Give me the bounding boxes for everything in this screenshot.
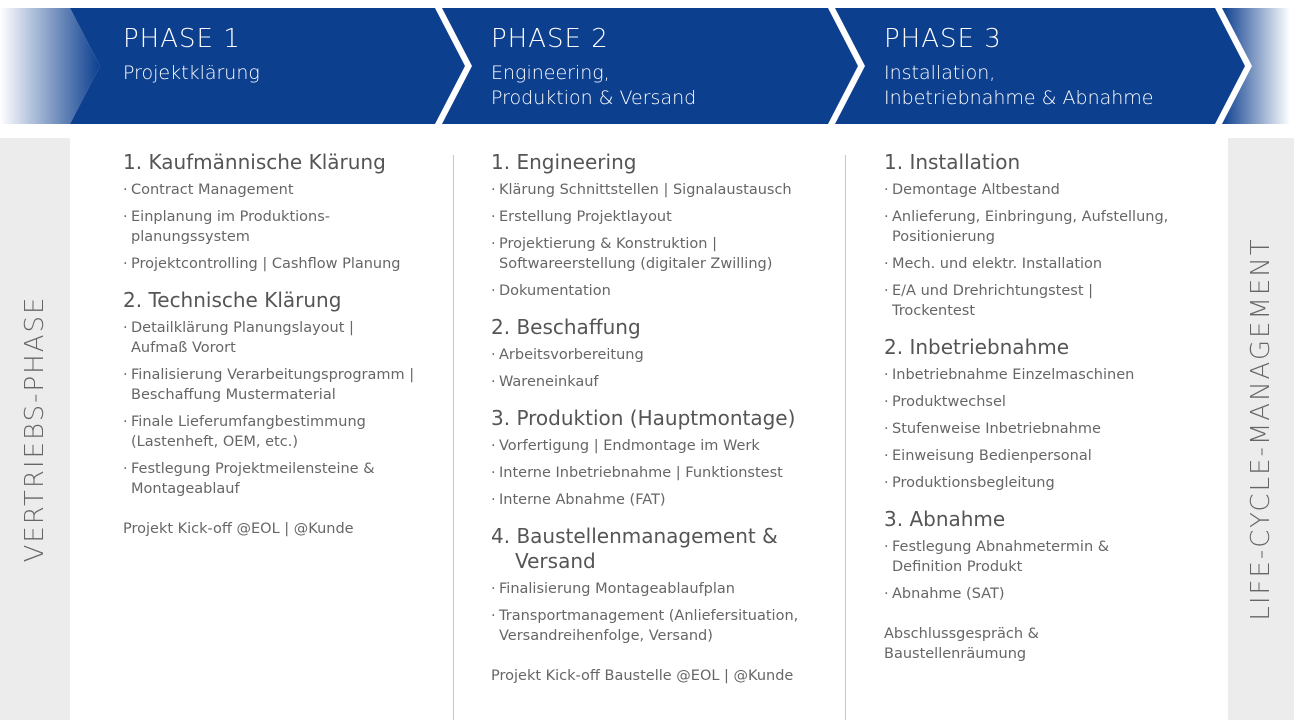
- list-item-line: · Produktwechsel: [892, 394, 1006, 410]
- section-title-line: 4. Baustellenmanagement &: [491, 524, 778, 548]
- list-item: [491, 436, 836, 456]
- list-item: [884, 446, 1214, 466]
- section-title-line: 1. Installation: [884, 150, 1021, 174]
- list-item-line: Versandreihenfolge, Versand): [499, 628, 713, 644]
- list-item-line: · Finalisierung Montageablaufplan: [499, 581, 735, 597]
- section-title: [491, 315, 836, 340]
- list-item-line: · Produktionsbegleitung: [892, 475, 1055, 491]
- list-item: [491, 207, 836, 227]
- list-item: [491, 281, 836, 301]
- section-title-line: 3. Produktion (Hauptmontage): [491, 406, 796, 430]
- section-title-line: 1. Kaufmännische Klärung: [123, 150, 386, 174]
- list-item-line: · Contract Management: [131, 182, 294, 198]
- list-item-line: · Mech. und elektr. Installation: [892, 256, 1103, 272]
- list-item-line: · Dokumentation: [499, 283, 611, 299]
- list-item: [491, 606, 836, 646]
- section-title-line: Versand: [515, 549, 596, 573]
- list-item-line: · Einweisung Bedienpersonal: [892, 448, 1092, 464]
- section-title-line: 2. Technische Klärung: [123, 288, 342, 312]
- list-item-line: Montageablauf: [131, 481, 240, 497]
- right-side-panel: [1228, 138, 1294, 720]
- column-footer: [123, 519, 443, 539]
- list-item-line: · Erstellung Projektlayout: [499, 209, 672, 225]
- column-footer-line: Projekt Kick-off Baustelle @EOL | @Kunde: [491, 668, 794, 684]
- phase-1-column: [123, 150, 443, 539]
- list-item-line: · Abnahme (SAT): [892, 586, 1005, 602]
- list-item: [884, 180, 1214, 200]
- list-item-line: (Lastenheft, OEM, etc.): [131, 434, 298, 450]
- phase-2-subtitle-line: Produktion & Versand: [491, 87, 697, 109]
- list-item-line: · Arbeitsvorbereitung: [499, 347, 644, 363]
- phase-2-title: PHASE 2: [491, 24, 609, 54]
- list-item-line: Beschaffung Mustermaterial: [131, 387, 336, 403]
- list-item-line: · Detailklärung Planungslayout |: [131, 320, 354, 336]
- phase-3-column: [884, 150, 1214, 664]
- list-item: [123, 318, 443, 358]
- list-item: [884, 419, 1214, 439]
- list-item: [491, 345, 836, 365]
- list-item: [884, 254, 1214, 274]
- section-title: [491, 406, 836, 431]
- phase-3-subtitle-line: Installation,: [884, 62, 996, 84]
- list-item: [491, 579, 836, 599]
- column-footer-line: Projekt Kick-off @EOL | @Kunde: [123, 521, 354, 537]
- list-item-line: Positionierung: [892, 229, 995, 245]
- list-item: [491, 463, 836, 483]
- list-item: [884, 584, 1214, 604]
- list-item-line: · Finale Lieferumfangbestimmung: [131, 414, 366, 430]
- list-item: [884, 365, 1214, 385]
- phase-1-subtitle-line: Projektklärung: [123, 62, 260, 84]
- phase-3-header: [884, 22, 1154, 111]
- section-title-line: 2. Inbetriebnahme: [884, 335, 1070, 359]
- list-item: [884, 473, 1214, 493]
- list-item-line: Softwareerstellung (digitaler Zwilling): [499, 256, 773, 272]
- phase-2-subtitle: [491, 61, 696, 111]
- column-footer-line: Baustellenräumung: [884, 646, 1027, 662]
- list-item: [491, 180, 836, 200]
- section-title: [123, 150, 443, 175]
- list-item: [123, 459, 443, 499]
- column-divider: [453, 155, 454, 720]
- phase-2-column: [491, 150, 836, 686]
- list-item-line: · Interne Inbetriebnahme | Funktionstest: [499, 465, 783, 481]
- section-title-line: 3. Abnahme: [884, 507, 1006, 531]
- list-item: [123, 254, 443, 274]
- list-item: [884, 537, 1214, 577]
- list-item-line: · Festlegung Projektmeilensteine &: [131, 461, 375, 477]
- column-footer: [491, 666, 836, 686]
- phase-1-header: [123, 22, 260, 86]
- column-footer-line: Abschlussgespräch &: [884, 626, 1039, 642]
- list-item-line: · Demontage Altbestand: [892, 182, 1060, 198]
- list-item: [884, 281, 1214, 321]
- list-item-line: · Wareneinkauf: [499, 374, 599, 390]
- list-item-line: planungssystem: [131, 229, 250, 245]
- phase-1-title: PHASE 1: [123, 24, 241, 54]
- list-item: [884, 207, 1214, 247]
- list-item-line: · Stufenweise Inbetriebnahme: [892, 421, 1101, 437]
- right-side-label: LIFE-CYCLE-MANAGEMENT: [1246, 237, 1276, 621]
- phase-3-subtitle-line: Inbetriebnahme & Abnahme: [884, 87, 1154, 109]
- list-item-line: · Vorfertigung | Endmontage im Werk: [499, 438, 760, 454]
- list-item: [123, 365, 443, 405]
- section-title-line: 1. Engineering: [491, 150, 637, 174]
- phase-3-title: PHASE 3: [884, 24, 1002, 54]
- list-item-line: · Interne Abnahme (FAT): [499, 492, 666, 508]
- list-item-line: Trockentest: [892, 303, 976, 319]
- section-title: [884, 150, 1214, 175]
- list-item-line: · Inbetriebnahme Einzelmaschinen: [892, 367, 1135, 383]
- list-item-line: · Finalisierung Verarbeitungsprogramm |: [131, 367, 415, 383]
- section-title: [123, 288, 443, 313]
- list-item: [123, 180, 443, 200]
- section-title: [491, 150, 836, 175]
- phase-1-subtitle: [123, 61, 260, 86]
- list-item-line: · Klärung Schnittstellen | Signalaustausch: [499, 182, 792, 198]
- list-item-line: Aufmaß Vorort: [131, 340, 236, 356]
- section-title: [491, 524, 836, 574]
- list-item: [491, 490, 836, 510]
- phase-3-subtitle: [884, 61, 1154, 111]
- list-item-line: · Projektcontrolling | Cashflow Planung: [131, 256, 401, 272]
- list-item: [884, 392, 1214, 412]
- list-item-line: · Projektierung & Konstruktion |: [499, 236, 717, 252]
- section-title-line: 2. Beschaffung: [491, 315, 641, 339]
- list-item-line: · E/A und Drehrichtungstest |: [892, 283, 1094, 299]
- list-item-line: Definition Produkt: [892, 559, 1023, 575]
- list-item: [123, 412, 443, 452]
- section-title: [884, 507, 1214, 532]
- column-divider: [845, 155, 846, 720]
- list-item-line: · Festlegung Abnahmetermin &: [892, 539, 1110, 555]
- phase-2-header: [491, 22, 696, 111]
- list-item: [491, 234, 836, 274]
- section-title: [884, 335, 1214, 360]
- left-side-panel: [0, 138, 70, 720]
- left-side-label: VERTRIEBS-PHASE: [20, 295, 50, 563]
- list-item-line: · Anlieferung, Einbringung, Aufstellung,: [892, 209, 1169, 225]
- list-item: [491, 372, 836, 392]
- phase-2-subtitle-line: Engineering,: [491, 62, 610, 84]
- list-item-line: · Transportmanagement (Anliefersituation,: [499, 608, 799, 624]
- list-item: [123, 207, 443, 247]
- column-footer: [884, 624, 1214, 664]
- list-item-line: · Einplanung im Produktions-: [131, 209, 330, 225]
